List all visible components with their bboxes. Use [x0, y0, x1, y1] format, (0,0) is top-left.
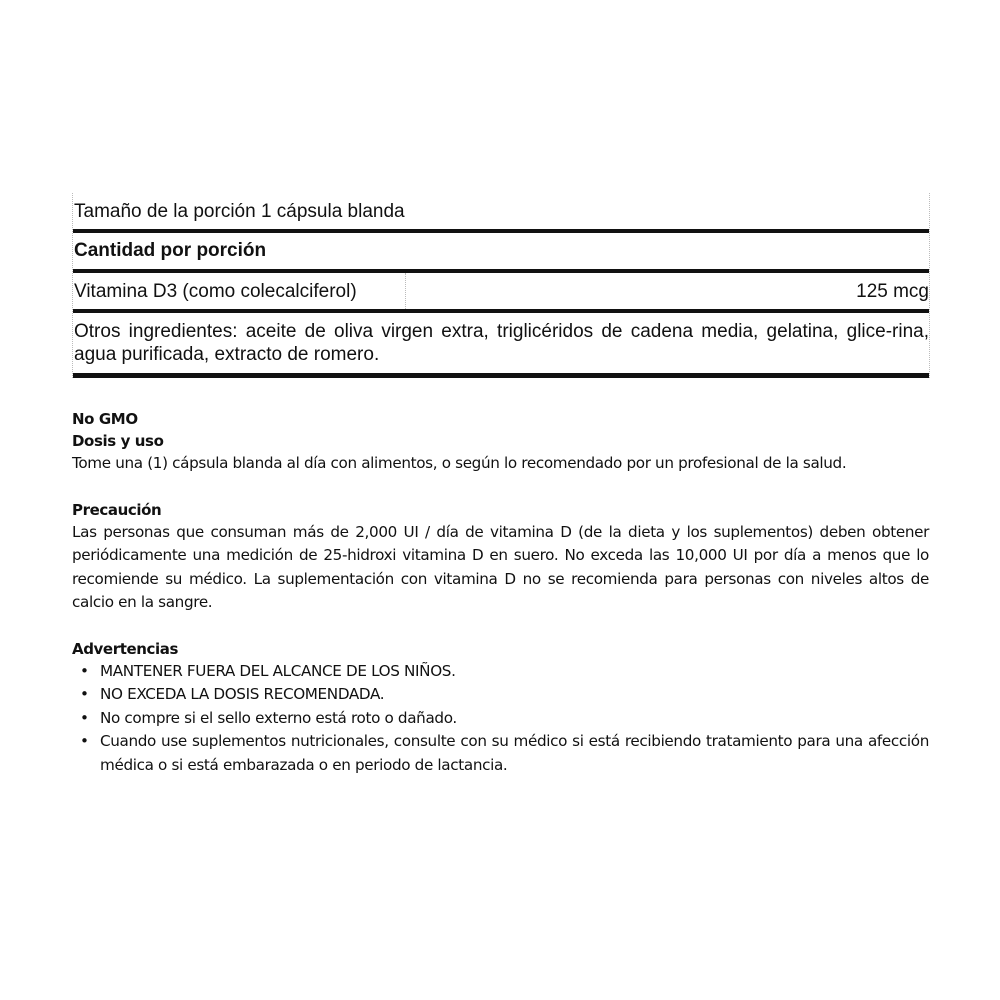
bullet-icon: •: [80, 661, 89, 680]
caution-heading: Precaución: [72, 500, 162, 519]
non-gmo-label: No GMO: [72, 410, 138, 428]
warning-text: NO EXCEDA LA DOSIS RECOMENDADA.: [100, 685, 385, 703]
supplement-facts-table: [72, 193, 930, 378]
warning-text: MANTENER FUERA DEL ALCANCE DE LOS NIÑOS.: [100, 661, 456, 680]
warnings-heading: Advertencias: [72, 639, 179, 658]
amount-per-serving-heading: Cantidad por porción: [74, 240, 267, 261]
warning-item: [80, 683, 929, 707]
warning-text: Cuando use suplementos nutricionales, consulte con su médico si está recibiendo tratamiento para una afección médica o si está embarazada o en periodo de lactancia.: [100, 732, 929, 774]
caution-section: [72, 499, 929, 615]
dosage-text: Tome una (1) cápsula blanda al día con alimentos, o según lo recomendado por un profesional de la salud.: [72, 454, 847, 472]
bullet-icon: •: [80, 685, 89, 703]
other-ingredients: Otros ingredientes: aceite de oliva virgen extra, triglicéridos de cadena media, gelatina, glice-rina, agua purificada, extracto de romero.: [74, 321, 929, 365]
dosage-section: [72, 430, 929, 476]
dosage-heading: Dosis y uso: [72, 432, 164, 450]
serving-size: Tamaño de la porción 1 cápsula blanda: [74, 201, 405, 222]
divider-bar: [73, 373, 929, 378]
nutrient-name: Vitamina D3 (como colecalciferol): [73, 273, 406, 309]
nutrient-amount: 125 mcg: [856, 281, 929, 302]
nutrient-row: [73, 273, 929, 309]
bullet-icon: •: [80, 732, 89, 750]
warning-item: [80, 730, 929, 777]
warnings-section: [72, 638, 929, 778]
warning-item: [80, 660, 929, 684]
warnings-list: [72, 660, 929, 778]
product-info: [72, 408, 929, 800]
caution-text: Las personas que consuman más de 2,000 UI / día de vitamina D (de la dieta y los suplementos) deben obtener periódicamente una medición de 25-hidroxi vitamina D en suero. No exceda las 10,000 UI por día a menos que lo recomiende su médico. La suplementación con vitamina D no se recomienda para personas con niveles altos de calcio en la sangre.: [72, 522, 929, 611]
bullet-icon: •: [80, 708, 89, 727]
warning-text: No compre si el sello externo está roto o dañado.: [100, 708, 457, 727]
warning-item: [80, 707, 929, 731]
